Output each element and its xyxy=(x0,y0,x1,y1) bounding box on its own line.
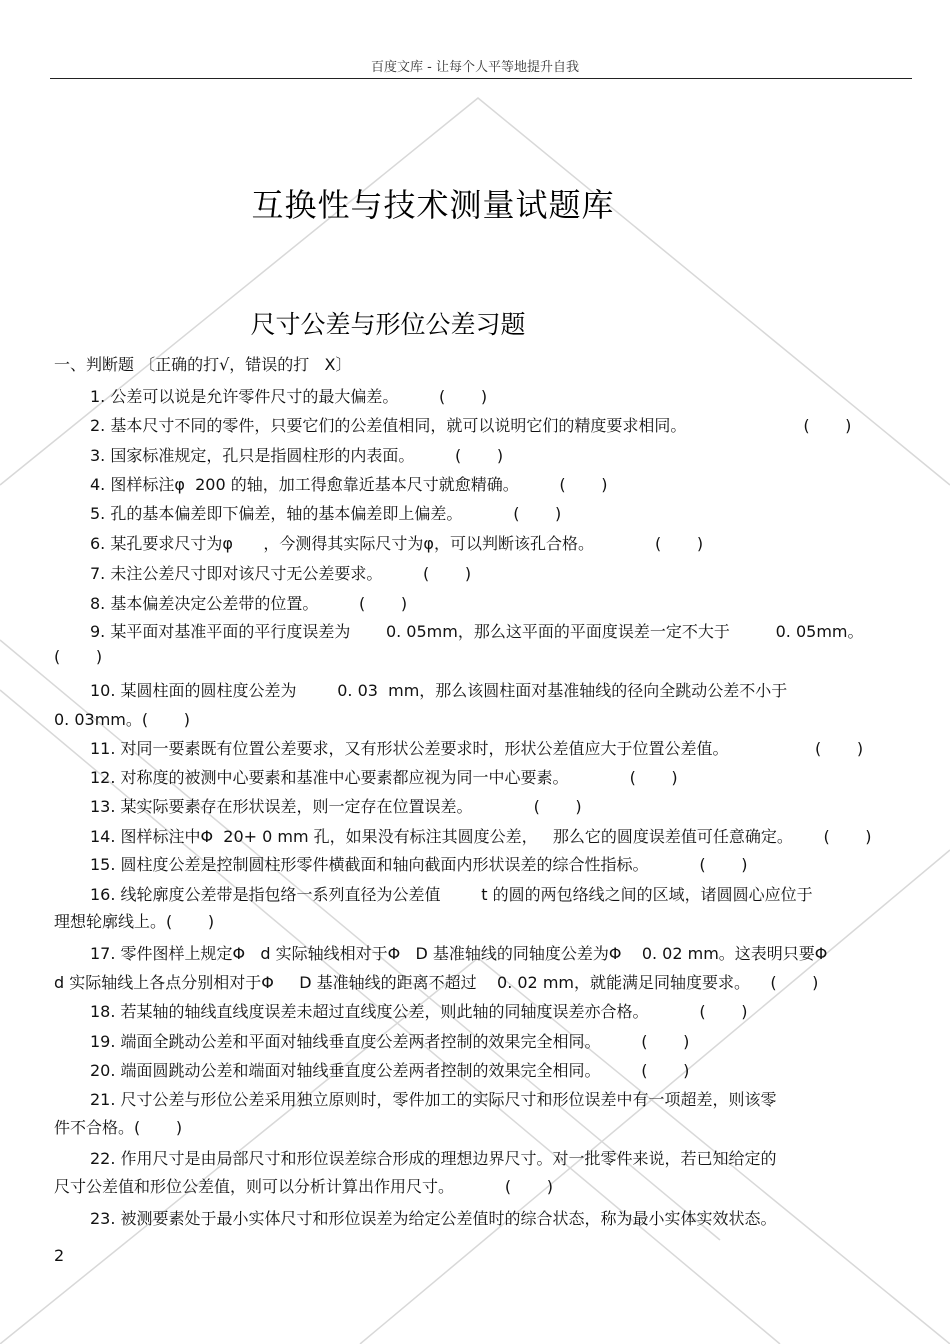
question-item-continued: ( ) xyxy=(54,647,103,666)
question-item: 21. 尺寸公差与形位公差采用独立原则时，零件加工的实际尺寸和形位误差中有一项超差，则该零 xyxy=(90,1090,777,1109)
question-item: 22. 作用尺寸是由局部尺寸和形位误差综合形成的理想边界尺寸。对一批零件来说，若已知给定的 xyxy=(90,1149,777,1168)
question-item: 14. 图样标注中Φ 20+ 0 mm 孔，如果没有标注其圆度公差， 那么它的圆度误差值可任意确定。 ( ) xyxy=(90,827,872,846)
question-item: 9. 某平面对基准平面的平行度误差为 0. 05mm，那么这平面的平面度误差一定不大于 0. 05mm。 xyxy=(90,622,864,641)
question-item-continued: 理想轮廓线上。( ) xyxy=(54,912,215,931)
page-header: 百度文库 - 让每个人平等地提升自我 xyxy=(371,60,579,75)
question-item: 4. 图样标注φ 200 的轴，加工得愈靠近基本尺寸就愈精确。 ( ) xyxy=(90,475,608,494)
question-item: 13. 某实际要素存在形状误差，则一定存在位置误差。 ( ) xyxy=(90,797,582,816)
section-subtitle: 尺寸公差与形位公差习题 xyxy=(250,310,526,339)
question-item-continued: 0. 03mm。( ) xyxy=(54,710,190,729)
question-item: 15. 圆柱度公差是控制圆柱形零件横截面和轴向截面内形状误差的综合性指标。 ( ) xyxy=(90,855,748,874)
page-number: 2 xyxy=(54,1246,65,1265)
question-item: 20. 端面圆跳动公差和端面对轴线垂直度公差两者控制的效果完全相同。 ( ) xyxy=(90,1061,690,1080)
question-item: 7. 未注公差尺寸即对该尺寸无公差要求。 ( ) xyxy=(90,564,472,583)
question-item: 3. 国家标准规定，孔只是指圆柱形的内表面。 ( ) xyxy=(90,446,504,465)
question-item: 11. 对同一要素既有位置公差要求，又有形状公差要求时，形状公差值应大于位置公差值。 ( ) xyxy=(90,739,864,758)
question-item-continued: 件不合格。( ) xyxy=(54,1118,183,1137)
question-item: 1. 公差可以说是允许零件尺寸的最大偏差。 ( ) xyxy=(90,387,488,406)
question-item: 19. 端面全跳动公差和平面对轴线垂直度公差两者控制的效果完全相同。 ( ) xyxy=(90,1032,690,1051)
question-item-continued: d 实际轴线上各点分别相对于Φ D 基准轴线的距离不超过 0. 02 mm，就能满足同轴度要求。 ( ) xyxy=(54,973,819,992)
question-item: 8. 基本偏差决定公差带的位置。 ( ) xyxy=(90,594,408,613)
question-item: 6. 某孔要求尺寸为φ ，今测得其实际尺寸为φ，可以判断该孔合格。 ( ) xyxy=(90,534,704,553)
question-item: 18. 若某轴的轴线直线度误差未超过直线度公差，则此轴的同轴度误差亦合格。 ( ) xyxy=(90,1002,748,1021)
section-heading: 一、判断题 〔正确的打√，错误的打 X〕 xyxy=(54,355,352,374)
question-item: 23. 被测要素处于最小实体尺寸和形位误差为给定公差值时的综合状态，称为最小实体实效状态。 xyxy=(90,1209,777,1228)
header-divider xyxy=(50,78,912,79)
question-item: 10. 某圆柱面的圆柱度公差为 0. 03 mm，那么该圆柱面对基准轴线的径向全跳动公差不小于 xyxy=(90,681,788,700)
document-title: 互换性与技术测量试题库 xyxy=(251,186,615,224)
question-item-continued: 尺寸公差值和形位公差值，则可以分析计算出作用尺寸。 ( ) xyxy=(54,1177,553,1196)
question-item: 16. 线轮廓度公差带是指包络一系列直径为公差值 t 的圆的两包络线之间的区域，诸圆圆心应位于 xyxy=(90,885,813,904)
question-item: 5. 孔的基本偏差即下偏差，轴的基本偏差即上偏差。 ( ) xyxy=(90,504,562,523)
question-item: 17. 零件图样上规定Φ d 实际轴线相对于Φ D 基准轴线的同轴度公差为Φ 0. 02 mm。这表明只要Φ xyxy=(90,944,828,963)
question-item: 2. 基本尺寸不同的零件，只要它们的公差值相同，就可以说明它们的精度要求相同。 ( ) xyxy=(90,416,852,435)
question-item: 12. 对称度的被测中心要素和基准中心要素都应视为同一中心要素。 ( ) xyxy=(90,768,678,787)
